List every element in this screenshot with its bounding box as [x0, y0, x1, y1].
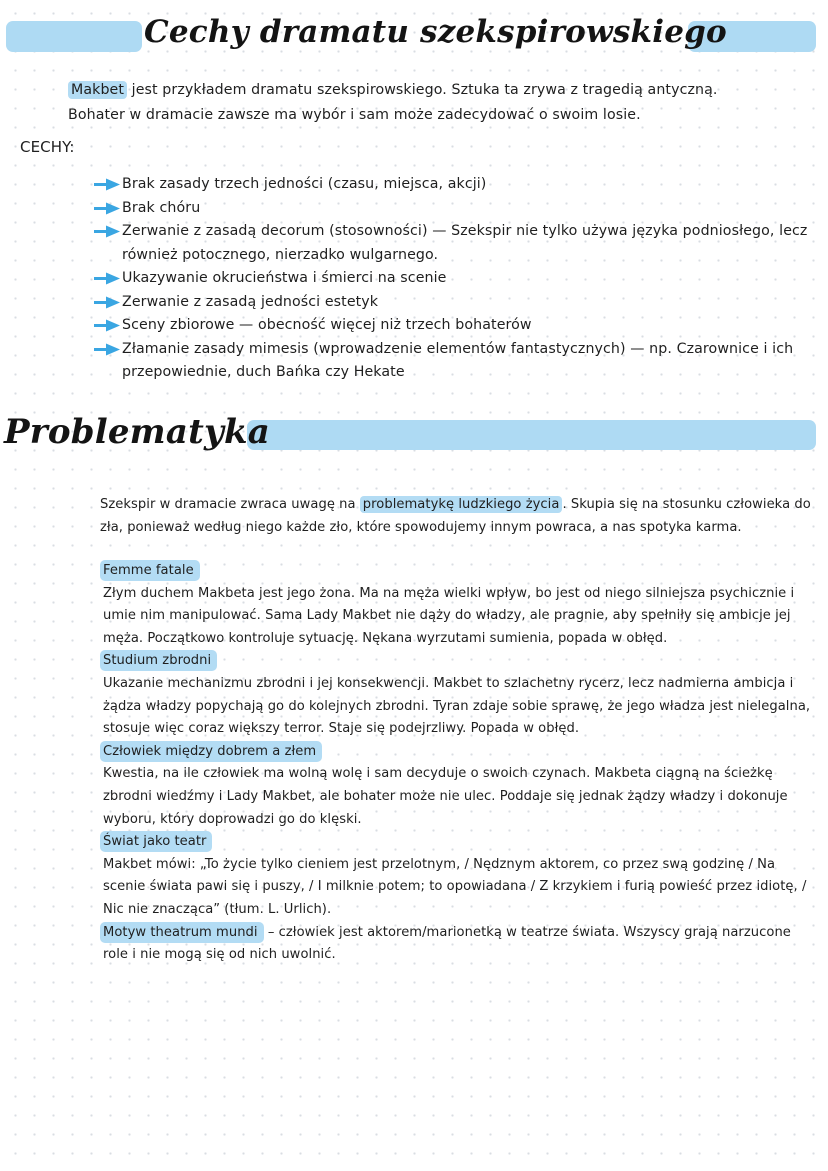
- right-arrow-icon: [94, 296, 120, 309]
- feature-text: Brak zasady trzech jedności (czasu, miejsca, akcji): [122, 176, 487, 192]
- right-arrow-icon: [94, 225, 120, 238]
- right-arrow-icon: [94, 343, 120, 356]
- section-text: Złym duchem Makbeta jest jego żona. Ma na męża wielki wpływ, bo jest od niego silniejsza psychicznie i umie nim manipulować. Sama Lady Makbet nie dąży do władzy, ale pragnie, aby spełniły się ambicje jej męża. Początkowo kontroluje sytuację. Nękana wyrzutami sumienia, popada w obłęd.: [103, 585, 795, 646]
- problematyka-intro-highlight: problematykę ludzkiego życia: [360, 496, 563, 513]
- feature-text: Sceny zbiorowe — obecność więcej niż trzech bohaterów: [122, 317, 532, 333]
- right-arrow-icon: [94, 178, 120, 191]
- section-theatrum-mundi: [103, 922, 815, 967]
- feature-item: [94, 338, 816, 385]
- section-femme-fatale: [103, 560, 815, 650]
- section-text: Kwestia, na ile człowiek ma wolną wolę i sam decyduje o swoich czynach. Makbeta ciągną na ścieżkę zbrodni wiedźmy i Lady Makbet, ale bohater może nie ulec. Poddaje się jednak żądzy władzy i dokonuje wyboru, który doprowadzi go do klęski.: [103, 766, 788, 827]
- problematyka-sections: [103, 560, 815, 967]
- feature-item: [94, 267, 816, 291]
- section-czlowiek-miedzy-dobrem-a-zlem: [103, 741, 815, 831]
- section-swiat-jako-teatr: [103, 831, 815, 921]
- problematyka-highlight: [247, 420, 816, 450]
- title-highlight-left: [6, 21, 142, 52]
- feature-item: [94, 220, 816, 267]
- page-title: Cechy dramatu szekspirowskiego: [144, 14, 727, 50]
- section-heading: Studium zbrodni: [100, 650, 217, 671]
- feature-item: [94, 291, 816, 315]
- intro-highlight: Makbet: [68, 81, 127, 99]
- section-text: Makbet mówi: „To życie tylko cieniem jest przelotnym, / Nędznym aktorem, co przez swą godzinę / Na scenie świata pawi się i puszy, / I milknie potem; to opowiadana / Z krzykiem i furią powieść przez idiotę, / Nic nie znacząca” (tłum. L. Urlich).: [103, 856, 807, 917]
- right-arrow-icon: [94, 319, 120, 332]
- right-arrow-icon: [94, 272, 120, 285]
- problematyka-intro-text: Szekspir w dramacie zwraca uwagę na: [100, 497, 360, 512]
- section-studium-zbrodni: [103, 650, 815, 740]
- features-label: CECHY:: [20, 138, 75, 156]
- feature-text: Ukazywanie okrucieństwa i śmierci na scenie: [122, 270, 447, 286]
- section-heading: Świat jako teatr: [100, 831, 212, 852]
- feature-text: Złamanie zasady mimesis (wprowadzenie elementów fantastycznych) — np. Czarownice i ich przepowiednie, duch Bańka czy Hekate: [122, 340, 794, 380]
- section-heading: Człowiek między dobrem a złem: [100, 741, 322, 762]
- section-heading: Motyw theatrum mundi: [100, 922, 264, 943]
- feature-text: Zerwanie z zasadą jedności estetyk: [122, 293, 379, 310]
- right-arrow-icon: [94, 202, 120, 215]
- intro-line-1-text: jest przykładem dramatu szekspirowskiego. Sztuka ta zrywa z tragedią antyczną.: [127, 82, 718, 98]
- feature-item: [94, 197, 816, 221]
- problematyka-intro-text-end: . Skupia się na stosunku człowieka do zła, ponieważ według niego każde zło, które spowodujemy innym powraca, a nas spotyka karma.: [100, 497, 811, 535]
- intro-line-2: Bohater w dramacie zawsze ma wybór i sam może zadecydować o swoim losie.: [68, 106, 641, 123]
- problematyka-intro: [100, 494, 820, 539]
- section-heading: Femme fatale: [100, 560, 200, 581]
- section-text: – człowiek jest aktorem/marionetką w teatrze świata. Wszyscy grają narzucone role i nie mogą się od nich uwolnić.: [103, 924, 791, 963]
- features-list: [94, 173, 816, 385]
- feature-text: Zerwanie z zasadą decorum (stosowności) — Szekspir nie tylko używa języka podniosłego, lecz również potocznego, nierzadko wulgarnego.: [122, 223, 808, 263]
- feature-item: [94, 314, 816, 338]
- intro-line-1: [68, 79, 818, 103]
- feature-item: [94, 173, 816, 197]
- intro: [68, 79, 818, 127]
- section-text: Ukazanie mechanizmu zbrodni i jej konsekwencji. Makbet to szlachetny rycerz, lecz nadmierna ambicja i żądza władzy popychają go do kolejnych zbrodni. Tyran zdaje sobie sprawę, że jego władza jest nielegalna, stosuje więc coraz większy terror. Staje się podejrzliwy. Popada w obłęd.: [103, 675, 811, 737]
- feature-text: Brak chóru: [122, 199, 201, 216]
- section-title-problematyka: Problematyka: [4, 412, 270, 452]
